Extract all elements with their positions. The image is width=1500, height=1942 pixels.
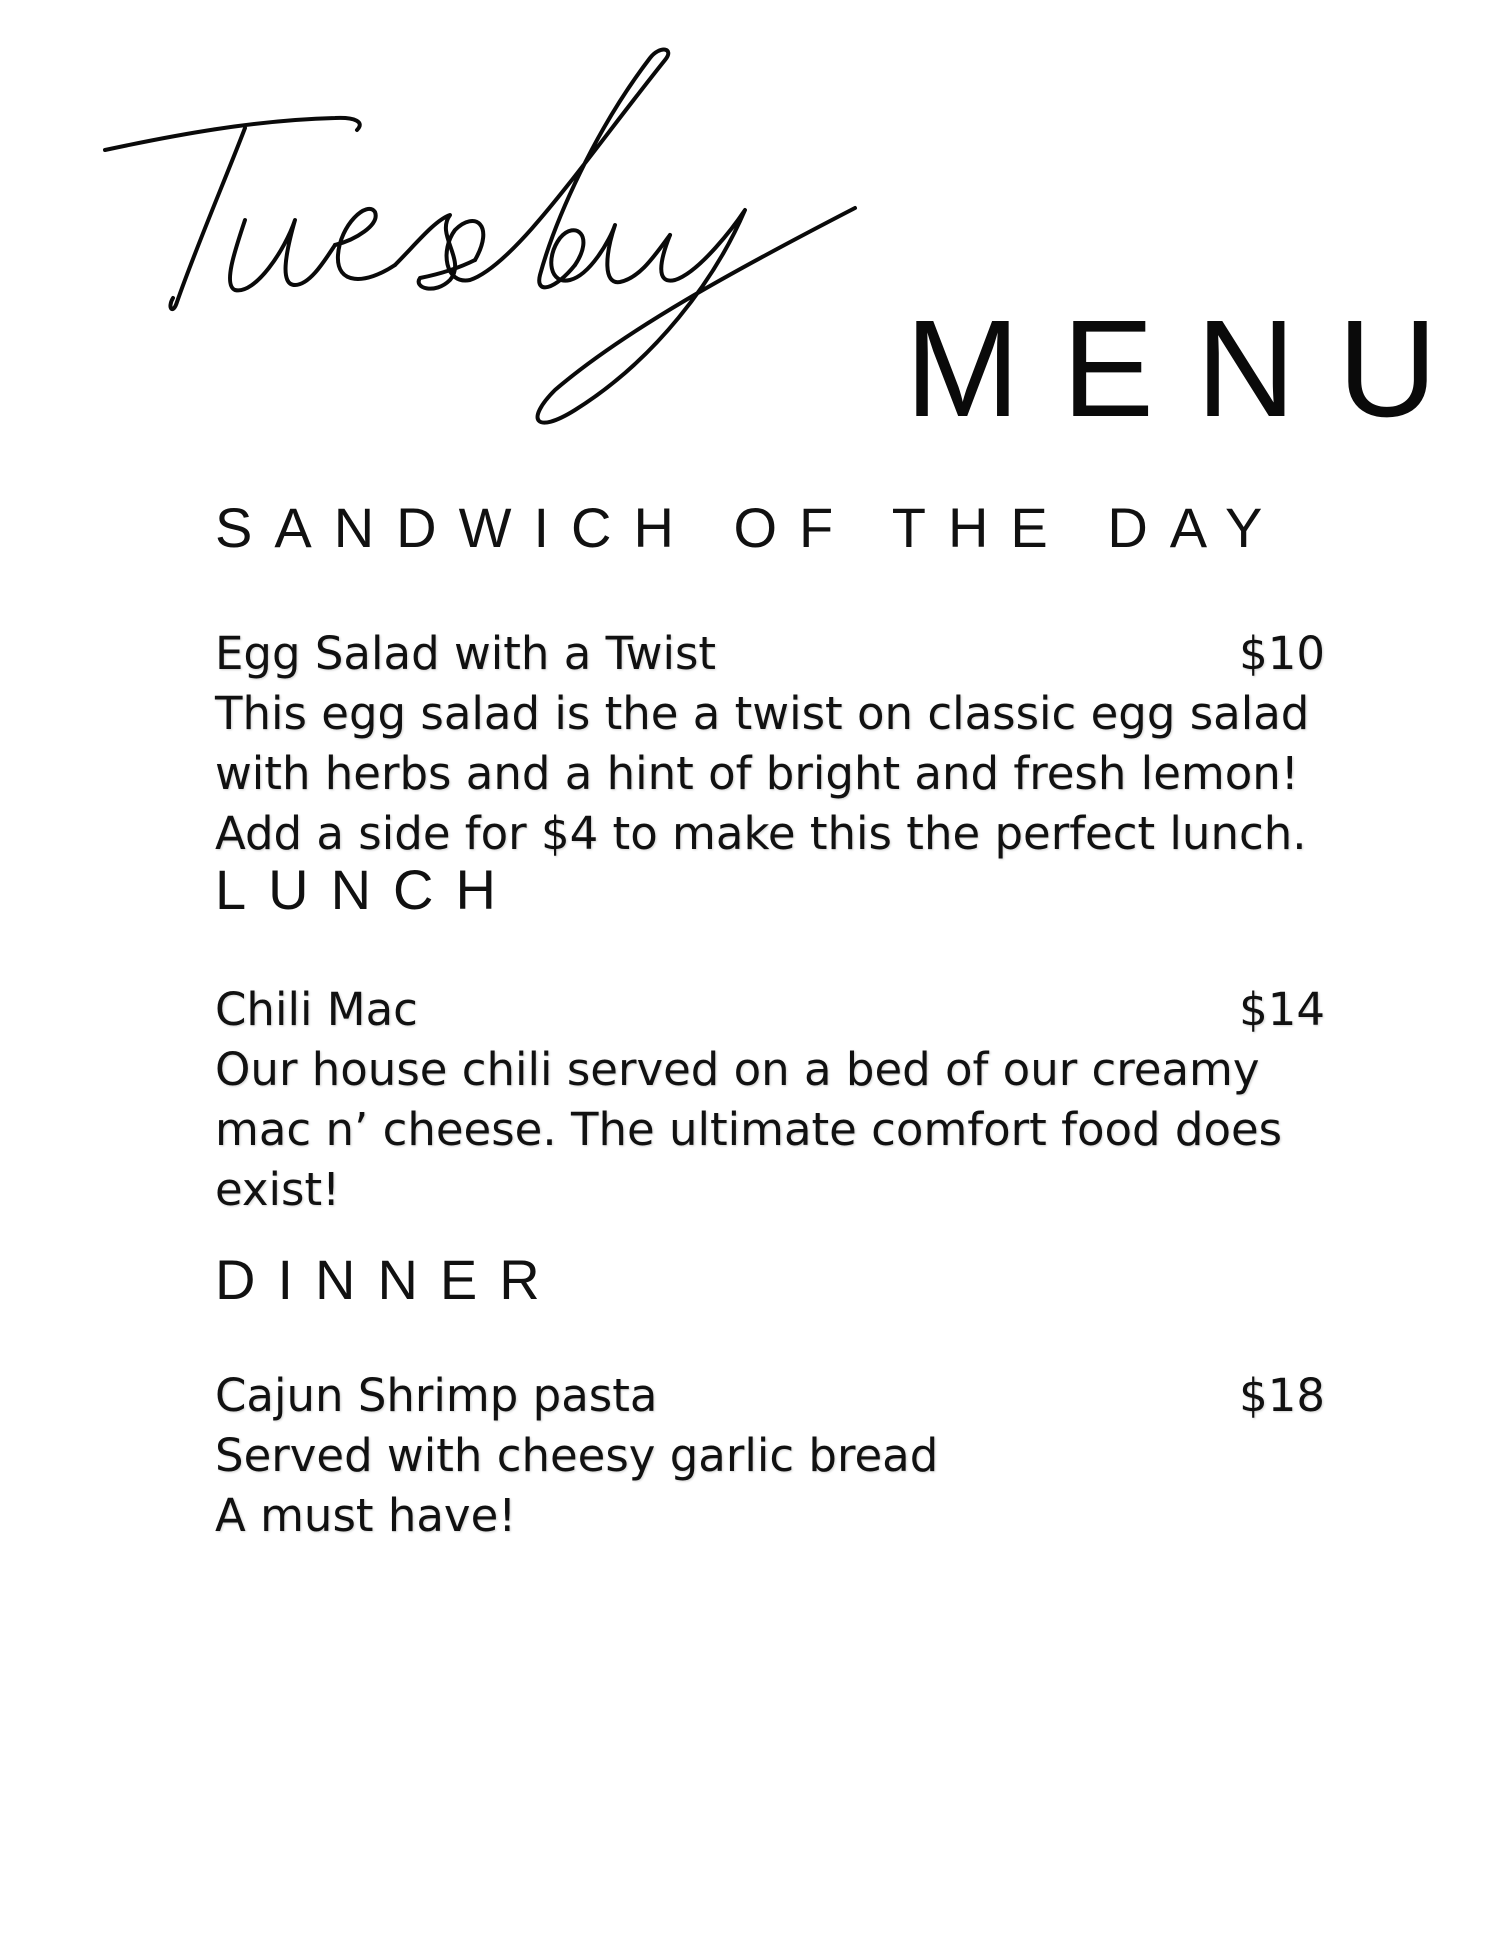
menu-item — [215, 624, 1325, 864]
menu-item-name: Cajun Shrimp pasta — [215, 1369, 658, 1422]
menu-item-description-line: exist! — [215, 1163, 341, 1216]
script-letter-d — [447, 50, 669, 288]
menu-item-description-line: This egg salad is the a twist on classic egg salad — [215, 687, 1310, 740]
menu-heading: MENU — [905, 292, 1480, 446]
script-letter-t-bar — [105, 118, 360, 150]
menu-item-name: Chili Mac — [215, 983, 418, 1036]
menu-item-description-line: A must have! — [215, 1489, 517, 1542]
menu-item-price: $14 — [1239, 983, 1325, 1036]
section-heading: DINNER — [215, 1248, 562, 1311]
menu-item-name: Egg Salad with a Twist — [215, 627, 717, 680]
menu-item-description-line: Add a side for $4 to make this the perfect lunch. — [215, 807, 1307, 860]
section-heading: LUNCH — [215, 858, 518, 921]
menu-item-description-line: mac n’ cheese. The ultimate comfort food does — [215, 1103, 1283, 1156]
script-letter-u — [230, 220, 335, 290]
section-sandwich-of-the-day — [215, 496, 1325, 864]
menu-item-row — [215, 980, 1325, 1040]
menu-item — [215, 1366, 1325, 1546]
section-dinner — [215, 1248, 1325, 1546]
script-title — [95, 40, 935, 470]
script-letter-e — [335, 209, 395, 279]
section-heading: SANDWICH OF THE DAY — [215, 496, 1285, 559]
menu-item-description-line: Served with cheesy garlic bread — [215, 1429, 939, 1482]
script-title-lettering — [95, 40, 935, 470]
menu-item-description-line: Our house chili served on a bed of our creamy — [215, 1043, 1260, 1096]
menu-item-row — [215, 1366, 1325, 1426]
menu-item-price: $10 — [1239, 627, 1325, 680]
script-letter-t-stem — [170, 128, 245, 309]
menu-item — [215, 980, 1325, 1220]
section-lunch — [215, 858, 1325, 1220]
menu-item-description-line: with herbs and a hint of bright and fresh lemon! — [215, 747, 1299, 800]
menu-item-row — [215, 624, 1325, 684]
menu-item-price: $18 — [1239, 1369, 1325, 1422]
